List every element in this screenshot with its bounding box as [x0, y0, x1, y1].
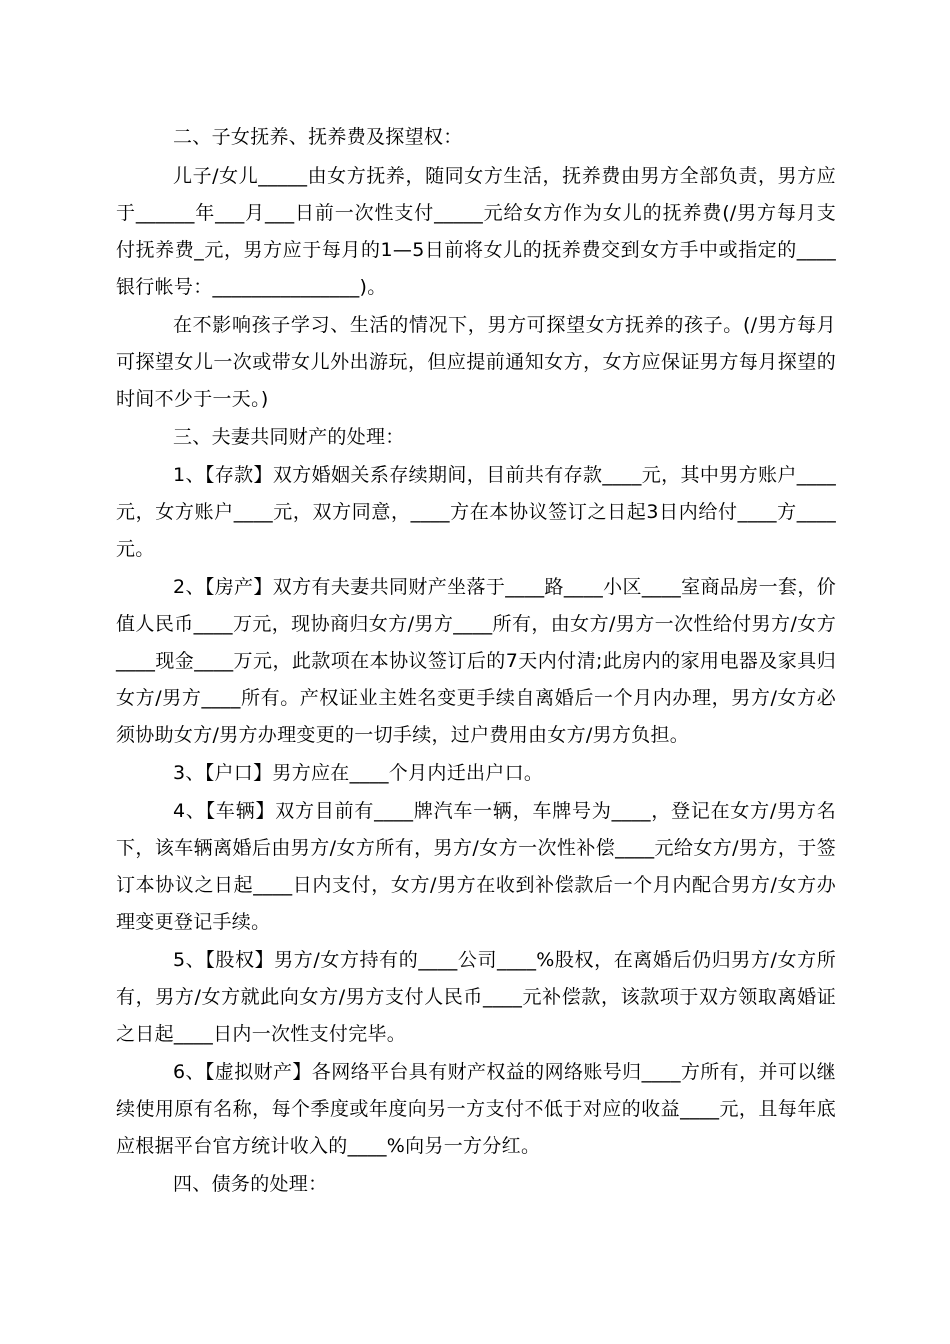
section-heading-debts: 四、债务的处理： [173, 1173, 328, 1195]
document-page [116, 119, 836, 1203]
clause-household-registration: 3、【户口】男方应在____个月内迁出户口。 [173, 762, 544, 784]
section-heading-joint-property: 三、夫妻共同财产的处理： [173, 426, 405, 448]
paragraph-child-support: 儿子/女儿_____由女方抚养，随同女方生活，抚养费由男方全部负责，男方应于______年___月___日前一次性支付_____元给女方作为女儿的抚养费(/男方每月支付抚养费_元，男方应于每月的1—5日前将女儿的抚养费交到女方手中或指定的____银行帐号：_______________)。 [116, 165, 836, 298]
clause-equity: 5、【股权】男方/女方持有的____公司____%股权，在离婚后仍归男方/女方所有，男方/女方就此向女方/男方支付人民币____元补偿款，该款项于双方领取离婚证之日起____日内一次性支付完毕。 [116, 949, 836, 1045]
clause-virtual-property: 6、【虚拟财产】各网络平台具有财产权益的网络账号归____方所有，并可以继续使用原有名称，每个季度或年度向另一方支付不低于对应的收益____元，且每年底应根据平台官方统计收入的____%向另一方分红。 [116, 1061, 836, 1157]
section-heading-child-custody: 二、子女抚养、抚养费及探望权： [173, 126, 463, 148]
clause-vehicle: 4、【车辆】双方目前有____牌汽车一辆，车牌号为____，登记在女方/男方名下，该车辆离婚后由男方/女方所有，男方/女方一次性补偿____元给女方/男方，于签订本协议之日起____日内支付，女方/男方在收到补偿款后一个月内配合男方/女方办理变更登记手续。 [116, 800, 836, 933]
paragraph-visitation: 在不影响孩子学习、生活的情况下，男方可探望女方抚养的孩子。(/男方每月可探望女儿一次或带女儿外出游玩，但应提前通知女方，女方应保证男方每月探望的时间不少于一天。) [116, 314, 836, 410]
clause-savings: 1、【存款】双方婚姻关系存续期间，目前共有存款____元，其中男方账户____元，女方账户____元，双方同意，____方在本协议签订之日起3日内给付____方____元。 [116, 464, 836, 560]
clause-real-estate: 2、【房产】双方有夫妻共同财产坐落于____路____小区____室商品房一套，价值人民币____万元，现协商归女方/男方____所有，由女方/男方一次性给付男方/女方____现金____万元，此款项在本协议签订后的7天内付清;此房内的家用电器及家具归女方/男方____所有。产权证业主姓名变更手续自离婚后一个月内办理，男方/女方必须协助女方/男方办理变更的一切手续，过户费用由女方/男方负担。 [116, 576, 836, 746]
